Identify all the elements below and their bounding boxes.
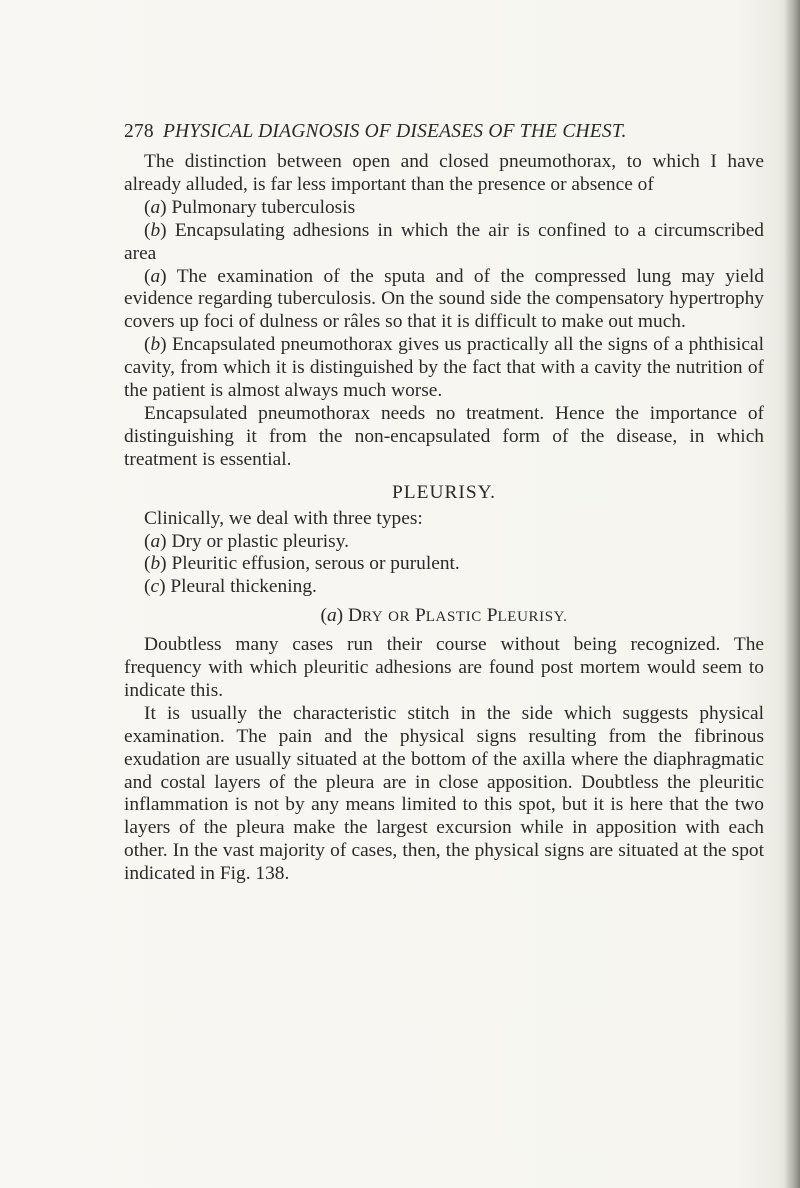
section-heading: PLEURISY. (391, 481, 496, 503)
item-marker: a (326, 605, 337, 627)
type-item: (b) Pleuritic effusion, serous or purulent. (144, 553, 460, 575)
item-marker: a (150, 196, 161, 218)
types-intro: Clinically, we deal with three types: (144, 507, 423, 529)
paragraph-b: (b) Encapsulated pneumothorax gives us practically all the signs of a phthisical cavity, from which it is distinguished by the fact that with a cavity the nutrition of the patient is almost always much worse. (124, 334, 764, 402)
dry-pleurisy-paragraph-1: Doubtless many cases run their course without being recognized. The frequency with which pleuritic adhesions are found post mortem would seem to indicate this. (124, 634, 764, 701)
running-title: PHYSICAL DIAGNOSIS OF DISEASES OF THE CHEST. (162, 121, 627, 142)
intro-paragraph: The distinction between open and closed pneumothorax, to which I have already alluded, is far less important than the presence or absence of (124, 151, 764, 195)
item-marker: b (150, 553, 161, 575)
subsection-heading: (a) DRY OR PLASTIC PLEURISY. (320, 605, 568, 627)
item-marker: a (150, 265, 161, 287)
list-item: (b) Encapsulating adhesions in which the air is confined to a circumscribed area (124, 219, 764, 264)
item-text: Pulmonary tuberculosis (171, 196, 356, 218)
type-item: (c) Pleural thickening. (144, 576, 317, 598)
item-marker: b (150, 219, 161, 241)
item-marker: c (150, 576, 160, 598)
page-number: 278 (124, 121, 154, 142)
item-text: Encapsulating adhesions in which the air is confined to a circumscribed area (124, 219, 764, 264)
dry-pleurisy-paragraph-2: It is usually the characteristic stitch in the side which suggests physical examination. The pain and the physical signs resulting from the fibrinous exudation are usually situated at the bottom of the axilla where the diaphragmatic and costal layers of the pleura are in close apposition. Doubtless the pleuritic inflammation is not by any means limited to this spot, but it is here that the two layers of the pleura make the largest excursion while in apposition with each other. In the vast majority of cases, then, the physical signs are situated at the spot indicated in Fig. 138. (124, 702, 764, 885)
item-marker: a (150, 530, 161, 552)
item-text: Pleural thickening. (170, 576, 317, 598)
item-text: Dry or plastic pleurisy. (171, 530, 350, 552)
running-header (124, 121, 764, 143)
paragraph-text: The examination of the sputa and of the compressed lung may yield evidence regarding tuberculosis. On the sound side the compensatory hypertrophy covers up foci of dulness or râles so that it is difficult to make out much. (124, 265, 764, 333)
item-marker: b (150, 334, 161, 356)
page-edge-shadow (784, 0, 800, 1188)
paragraph-a: (a) The examination of the sputa and of the compressed lung may yield evidence regarding tuberculosis. On the sound side the compensatory hypertrophy covers up foci of dulness or râles so that it is difficult to make out much. (124, 265, 764, 333)
body-text (124, 151, 764, 886)
item-text: Pleuritic effusion, serous or purulent. (171, 553, 460, 575)
treatment-paragraph: Encapsulated pneumothorax needs no treatment. Hence the importance of distinguishing it from the non-encapsulated form of the disease, in which treatment is essential. (124, 402, 764, 470)
type-item: (a) Dry or plastic pleurisy. (144, 530, 350, 552)
list-item: (a) Pulmonary tuberculosis (144, 196, 356, 218)
paragraph-text: Encapsulated pneumothorax gives us practically all the signs of a phthisical cavity, from which it is distinguished by the fact that with a cavity the nutrition of the patient is almost always much worse. (124, 334, 764, 402)
